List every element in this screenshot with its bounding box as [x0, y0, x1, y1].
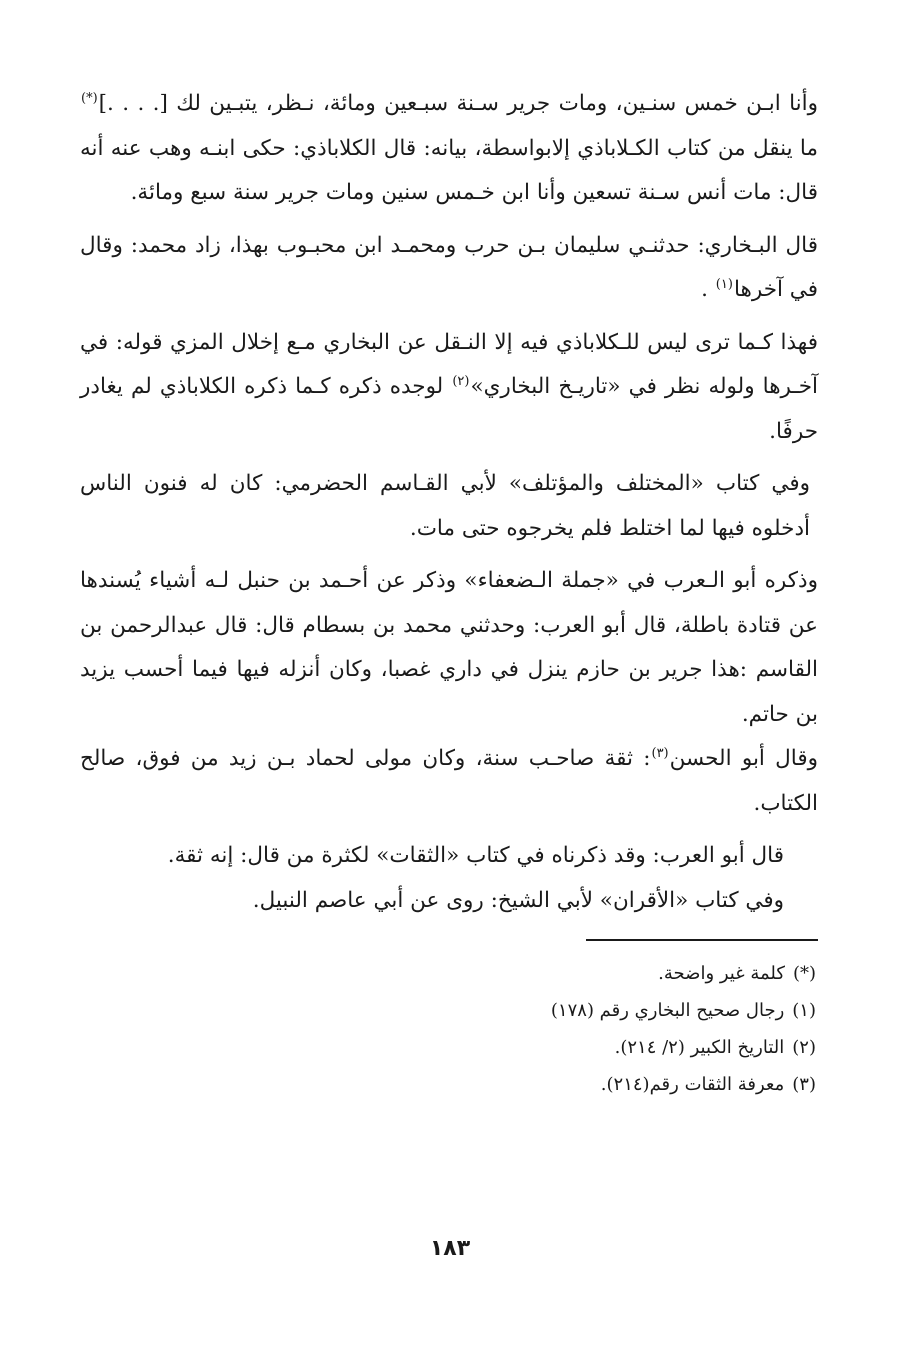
- footnote-ref-3[interactable]: (٣): [651, 745, 669, 761]
- page-number: ١٨٣: [429, 1236, 471, 1261]
- paragraph-6: وقال أبو الحسن$^{(٣)}$: ثقة صاحـب سنة، وكان مولى لحماد بـن زيد من فوق، صالح الكتاب.: [80, 745, 818, 816]
- paragraph-8: وفي كتاب «الأقران» لأبي الشيخ: روى عن أبي عاصم النبيل.: [252, 887, 784, 913]
- paragraph-5: وذكره أبو الـعرب في «جملة الـضعفاء» وذكر عن أحـمد بن حنبل لـه أشياء يُسندها عن قتادة باطلة، قال أبو العرب: وحدثني محمد بن بسطام قال: قال عبدالرحمن بن القاسم :هذا جرير بن حازم ينزل في داري غصبا، وكان أنزله فيها فيما أحسب يزيد بن حاتم.: [80, 568, 818, 727]
- footnotes: [80, 955, 818, 1103]
- paragraph-7: قال أبو العرب: وقد ذكرناه في كتاب «الثقات» لكثرة من قال: إنه ثقة.: [167, 843, 784, 868]
- footnote-ref-1[interactable]: (١): [715, 276, 733, 292]
- page-body: [80, 82, 818, 1103]
- footnote-mark: (٢): [792, 1037, 816, 1058]
- footnote-ref-star[interactable]: (*): [81, 90, 98, 106]
- paragraph-3: فهذا كـما ترى ليس للـكلاباذي فيه إلا النـقل عن البخاري مـع إخلال المزي قوله: في آخـرها ولوله نظر في «تاريـخ البخاري»$^{(٢)}$ لوجده ذكره كـما ذكره الكلاباذي لم يغادر حرفًا.: [80, 329, 818, 444]
- paragraph-4: وفي كتاب «المختلف والمؤتلف» لأبي القـاسم الحضرمي: كان له فنون الناس أدخلوه فيها لما اختلط فلم يخرجوه حتى مات.: [80, 471, 810, 541]
- paragraph-2: قال البـخاري: حدثنـي سليمان بـن حرب ومحمـد ابن محبـوب بهذا، زاد محمد: وقال في آخرها$^{(١)}$ .: [80, 232, 818, 302]
- footnote-3: [80, 1066, 816, 1103]
- footnote-divider: [586, 939, 818, 941]
- footnote-star: [80, 955, 816, 992]
- footnote-1: [80, 992, 816, 1029]
- footnote-mark: (١): [792, 1000, 816, 1021]
- footnote-mark: (*): [792, 963, 816, 984]
- footnote-text: التاريخ الكبير (٢/ ٢١٤).: [614, 1037, 785, 1058]
- footnote-text: كلمة غير واضحة.: [658, 963, 785, 984]
- footnote-2: [80, 1029, 816, 1066]
- footnote-mark: (٣): [792, 1074, 816, 1095]
- paragraph-1: وأنا ابـن خمس سنـين، ومات جرير سـنة سبـعين ومائة، نـظر، يتبـين لك [. . . .](*) ما ينقل من كتاب الكـلاباذي إلابواسطة، بيانه: قال الكلاباذي: حكى ابنـه وهب عنه أنه قال: مات أنس سـنة تسعين وأنا ابن خـمس سنين ومات جرير سنة سبع ومائة.: [80, 90, 818, 205]
- footnote-text: رجال صحيح البخاري رقم (١٧٨): [550, 1000, 785, 1021]
- footnote-ref-2[interactable]: (٢): [452, 373, 470, 389]
- footnote-text: معرفة الثقات رقم(٢١٤).: [600, 1074, 785, 1095]
